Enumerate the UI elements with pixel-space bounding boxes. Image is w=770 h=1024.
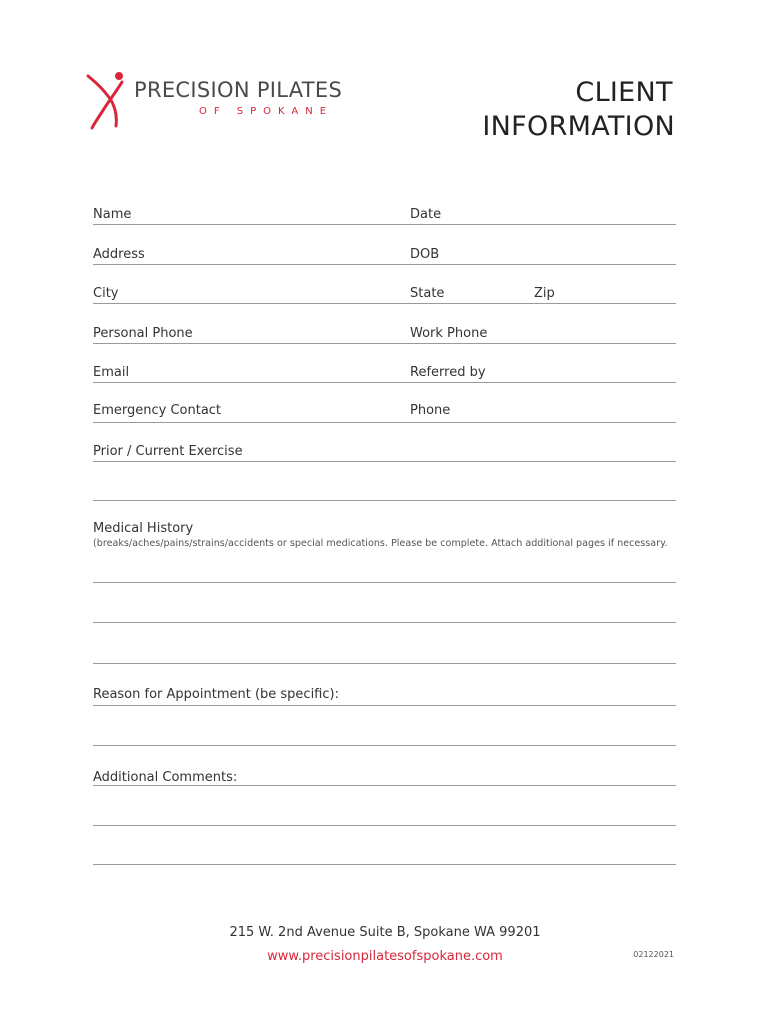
city-label: City bbox=[93, 286, 119, 301]
reason-label: Reason for Appointment (be specific): bbox=[93, 687, 339, 702]
medical-history-line-3[interactable] bbox=[93, 663, 676, 664]
city-state-zip-line[interactable] bbox=[93, 303, 676, 304]
prior-exercise-label: Prior / Current Exercise bbox=[93, 444, 243, 459]
brand-subtitle: OF SPOKANE bbox=[199, 106, 334, 117]
email-label: Email bbox=[93, 365, 130, 380]
footer-address: 215 W. 2nd Avenue Suite B, Spokane WA 99201 bbox=[229, 925, 541, 940]
emergency-contact-label: Emergency Contact bbox=[93, 403, 222, 418]
medical-history-label: Medical History bbox=[93, 521, 194, 536]
phone-line[interactable] bbox=[93, 343, 676, 344]
footer-website-link[interactable]: www.precisionpilatesofspokane.com bbox=[267, 949, 503, 964]
address-label: Address bbox=[93, 247, 145, 262]
title-line-1: CLIENT bbox=[575, 77, 673, 108]
emergency-line[interactable] bbox=[93, 422, 676, 423]
medical-history-line-1[interactable] bbox=[93, 582, 676, 583]
referred-by-label: Referred by bbox=[410, 365, 486, 380]
name-date-line[interactable] bbox=[93, 224, 676, 225]
date-label: Date bbox=[410, 207, 442, 222]
address-dob-line[interactable] bbox=[93, 264, 676, 265]
form-code: 02122021 bbox=[633, 950, 674, 959]
state-label: State bbox=[410, 286, 445, 301]
personal-phone-label: Personal Phone bbox=[93, 326, 193, 341]
brand-name: PRECISION PILATES bbox=[134, 78, 343, 102]
prior-exercise-line-1[interactable] bbox=[93, 461, 676, 462]
comments-line-1[interactable] bbox=[93, 785, 676, 786]
name-label: Name bbox=[93, 207, 132, 222]
comments-line-2[interactable] bbox=[93, 825, 676, 826]
additional-comments-label: Additional Comments: bbox=[93, 770, 238, 785]
medical-history-line-2[interactable] bbox=[93, 622, 676, 623]
email-referred-line[interactable] bbox=[93, 382, 676, 383]
title-line-2: INFORMATION bbox=[482, 111, 675, 142]
medical-history-note: (breaks/aches/pains/strains/accidents or special medications. Please be complete. Attach additional pages if necessary. bbox=[93, 538, 668, 549]
reason-line-1[interactable] bbox=[93, 705, 676, 706]
dob-label: DOB bbox=[410, 247, 440, 262]
pilates-figure-icon bbox=[86, 68, 130, 130]
brand-logo bbox=[86, 68, 346, 132]
reason-line-2[interactable] bbox=[93, 745, 676, 746]
comments-line-3[interactable] bbox=[93, 864, 676, 865]
zip-label: Zip bbox=[534, 286, 555, 301]
document-title bbox=[482, 76, 675, 144]
work-phone-label: Work Phone bbox=[410, 326, 488, 341]
emergency-phone-label: Phone bbox=[410, 403, 451, 418]
prior-exercise-line-2[interactable] bbox=[93, 500, 676, 501]
